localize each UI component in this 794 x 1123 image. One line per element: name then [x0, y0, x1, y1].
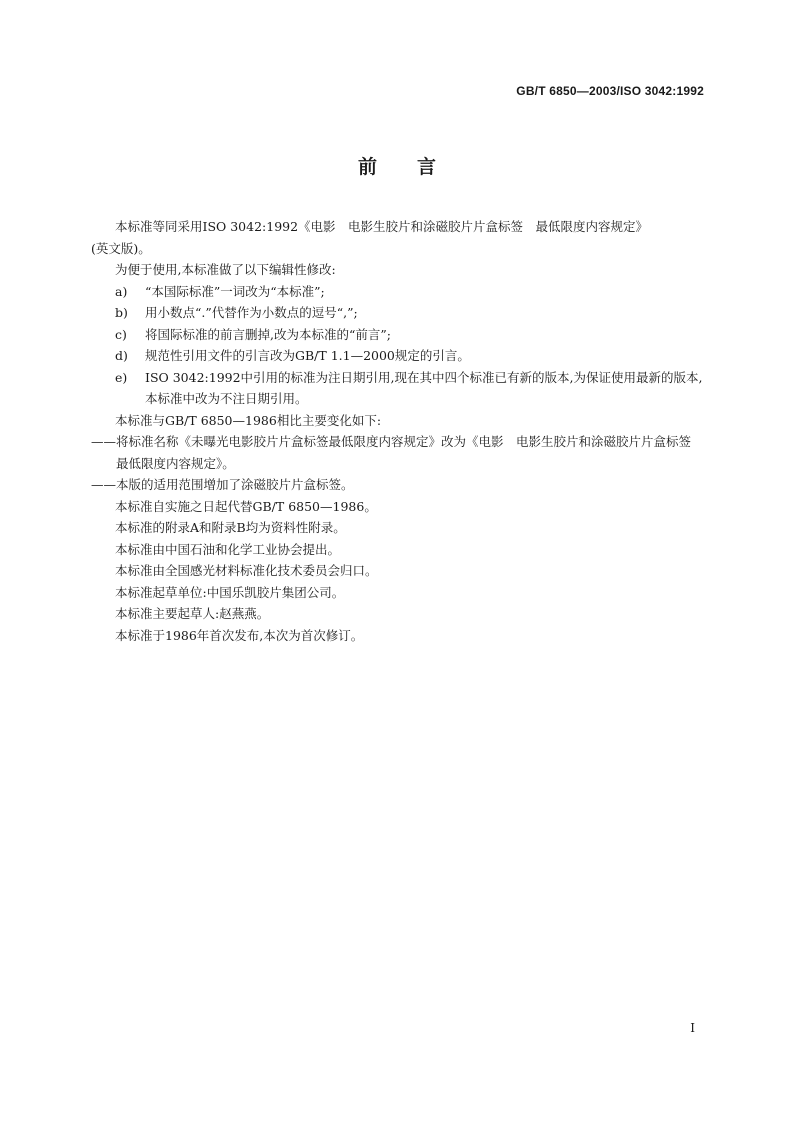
change-text: 将标准名称《未曝光电影胶片片盒标签最低限度内容规定》改为《电影 电影生胶片和涂磁胶片片盒标签 最低限度内容规定》。: [116, 434, 704, 471]
edit-marker: e): [115, 369, 128, 385]
edit-marker: c): [115, 326, 127, 342]
change-marker: ——: [91, 434, 116, 449]
intro-paragraph: [91, 216, 705, 259]
edit-text: 将国际标准的前言删掉,改为本标准的“前言”;: [145, 326, 391, 342]
edit-text: 用小数点“.”代替作为小数点的逗号“,”;: [145, 305, 358, 320]
edit-text: 规范性引用文件的引言改为GB/T 1.1—2000规定的引言。: [145, 348, 470, 363]
statement: 本标准主要起草人:赵燕燕。: [115, 606, 270, 621]
edit-item: [115, 345, 705, 367]
edit-item: [115, 281, 705, 303]
change-item: [91, 474, 705, 496]
edit-marker: a): [115, 283, 128, 299]
change-text: 本版的适用范围增加了涂磁胶片片盒标签。: [116, 477, 354, 492]
foreword-body: [91, 216, 705, 646]
statement: 本标准由全国感光材料标准化技术委员会归口。: [115, 563, 378, 578]
change-marker: ——: [91, 477, 116, 492]
page-number: I: [690, 1021, 695, 1035]
change-item: [91, 431, 705, 474]
page-title: 前言: [357, 156, 476, 178]
edit-intro: 为便于使用,本标准做了以下编辑性修改:: [115, 262, 336, 277]
statement: 本标准的附录A和附录B均为资料性附录。: [115, 520, 346, 535]
edit-item: [115, 367, 705, 410]
edit-item: [115, 324, 705, 346]
changes-intro: 本标准与GB/T 6850—1986相比主要变化如下:: [115, 412, 382, 428]
statement: 本标准于1986年首次发布,本次为首次修订。: [115, 627, 364, 643]
edit-marker: d): [115, 348, 128, 363]
statement: 本标准起草单位:中国乐凯胶片集团公司。: [115, 584, 345, 600]
document-code: GB/T 6850—2003/ISO 3042:1992: [516, 84, 704, 98]
edit-text: ISO 3042:1992中引用的标准为注日期引用,现在其中四个标准已有新的版本,为保证使用最新的版本,本标准中改为不注日期引用。: [145, 369, 703, 406]
edit-marker: b): [115, 305, 128, 320]
statement: 本标准自实施之日起代替GB/T 6850—1986。: [115, 498, 377, 514]
edit-text: “本国际标准”一词改为“本标准”;: [145, 283, 325, 299]
edit-item: [115, 302, 705, 324]
intro-line-1: 本标准等同采用ISO 3042:1992《电影 电影生胶片和涂磁胶片片盒标签 最低限度内容规定》: [115, 219, 649, 234]
intro-line-2: (英文版)。: [91, 240, 151, 256]
statement: 本标准由中国石油和化学工业协会提出。: [115, 541, 341, 557]
